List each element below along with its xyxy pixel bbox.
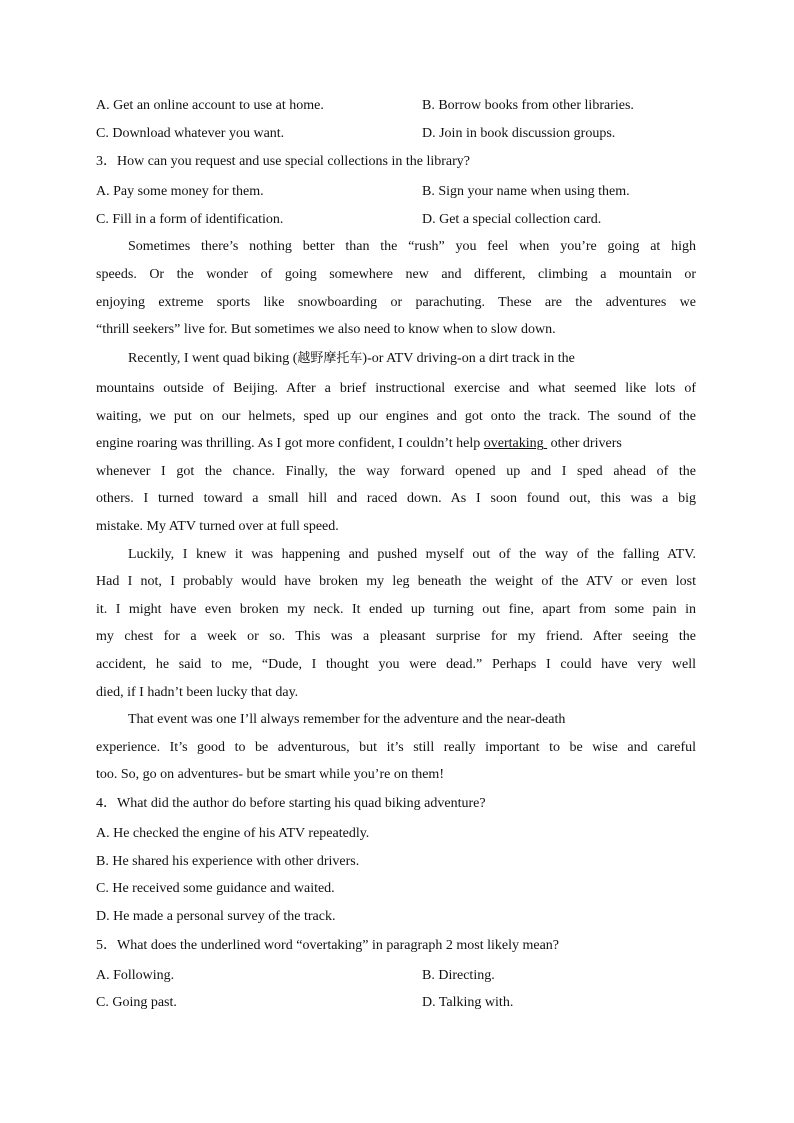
q4-option-b: B. He shared his experience with other drivers.: [96, 854, 360, 869]
passage-p2-line1: [128, 350, 575, 368]
passage-p1-line2: speeds. Or the wonder of going somewhere new and different, climbing a mountain or: [96, 267, 696, 282]
passage-p3-line4: my chest for a week or so. This was a pleasant surprise for my friend. After seeing the: [96, 629, 696, 644]
passage-p1-line4: “thrill seekers” live for. But sometimes we also need to know when to slow down.: [96, 322, 556, 337]
passage-p1-line3: enjoying extreme sports like snowboarding or parachuting. These are the adventures we: [96, 295, 696, 310]
q3-option-d: D. Get a special collection card.: [422, 212, 602, 227]
underlined-word-overtaking: overtaking: [483, 436, 544, 451]
q5-option-a: A. Following.: [96, 968, 175, 983]
q5-option-d: D. Talking with.: [422, 995, 514, 1010]
passage-p2-line6: others. I turned toward a small hill and raced down. As I soon found out, this was a big: [96, 491, 696, 506]
q4-stem: 4．What did the author do before starting his quad biking adventure?: [96, 796, 486, 811]
q5-stem: 5．What does the underlined word “overtaking” in paragraph 2 most likely mean?: [96, 938, 560, 953]
q3-option-b: B. Sign your name when using them.: [422, 184, 630, 199]
q3-stem: 3．How can you request and use special collections in the library?: [96, 154, 470, 169]
q2-option-a: A. Get an online account to use at home.: [96, 98, 324, 113]
q2-option-d: D. Join in book discussion groups.: [422, 126, 616, 141]
q4-option-c: C. He received some guidance and waited.: [96, 881, 335, 896]
passage-p3-line2: Had I not, I probably would have broken my leg beneath the weight of the ATV or even lost: [96, 574, 696, 589]
q4-option-d: D. He made a personal survey of the track.: [96, 909, 336, 924]
passage-p4-line2: experience. It’s good to be adventurous, but it’s still really important to be wise and careful: [96, 740, 696, 755]
p2-line4-before: engine roaring was thrilling. As I got more confident, I couldn’t help: [96, 436, 481, 451]
passage-p4-line1: That event was one I’ll always remember for the adventure and the near-death: [128, 712, 566, 727]
q2-option-b: B. Borrow books from other libraries.: [422, 98, 634, 113]
p2-line4-after: other drivers: [547, 436, 622, 451]
q5-option-b: B. Directing.: [422, 968, 495, 983]
p2-line1-after: )-or ATV driving-on a dirt track in the: [362, 351, 575, 366]
passage-p2-line2: mountains outside of Beijing. After a brief instructional exercise and what seemed like lots of: [96, 381, 696, 396]
passage-p3-line1: Luckily, I knew it was happening and pushed myself out of the way of the falling ATV.: [128, 547, 696, 562]
q5-option-c: C. Going past.: [96, 995, 177, 1010]
q3-option-c: C. Fill in a form of identification.: [96, 212, 284, 227]
passage-p2-line3: waiting, we put on our helmets, sped up our engines and got onto the track. The sound of the: [96, 409, 696, 424]
passage-p2-line5: whenever I got the chance. Finally, the way forward opened up and I sped ahead of the: [96, 464, 696, 479]
passage-p3-line5: accident, he said to me, “Dude, I thought you were dead.” Perhaps I could have very well: [96, 657, 696, 672]
p2-chinese-gloss: 越野摩托车: [297, 351, 363, 366]
passage-p2-line7: mistake. My ATV turned over at full speed.: [96, 519, 339, 534]
passage-p3-line6: died, if I hadn’t been lucky that day.: [96, 685, 299, 700]
passage-p4-line3: too. So, go on adventures- but be smart while you’re on them!: [96, 767, 444, 782]
passage-p3-line3: it. I might have even broken my neck. It ended up turning out fine, apart from some pain in: [96, 602, 696, 617]
q3-option-a: A. Pay some money for them.: [96, 184, 264, 199]
p2-line1-before: Recently, I went quad biking (: [128, 351, 298, 366]
q4-option-a: A. He checked the engine of his ATV repeatedly.: [96, 826, 370, 841]
q2-option-c: C. Download whatever you want.: [96, 126, 285, 141]
passage-p2-line4: [96, 435, 622, 453]
passage-p1-line1: Sometimes there’s nothing better than the “rush” you feel when you’re going at high: [128, 239, 696, 254]
